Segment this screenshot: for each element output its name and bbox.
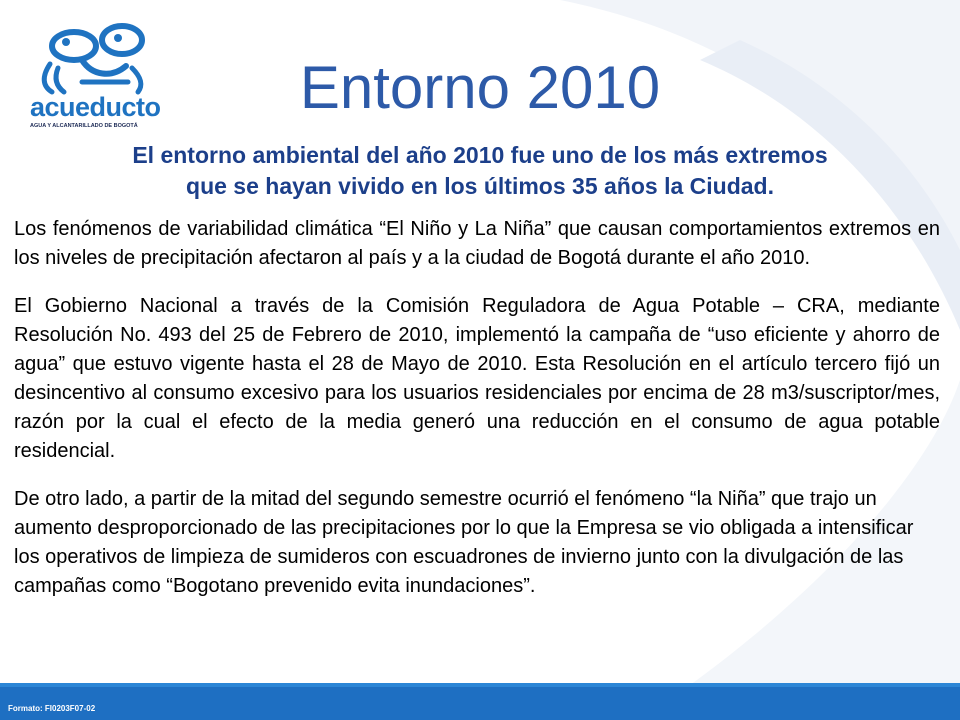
body-text xyxy=(14,215,940,601)
paragraph-government: El Gobierno Nacional a través de la Comisión Reguladora de Agua Potable – CRA, mediante Resolución No. 493 del 25 de Febrero de 2010, implementó la campaña de “uso eficiente y ahorro de agua” que estuvo vigente hasta el 28 de Mayo de 2010. Esta Resolución en el artículo tercero fijó un desincentivo al consumo excesivo para los usuarios residenciales por encima de 28 m3/suscriptor/mes, razón por la cual el efecto de la media generó una reducción en el consumo de agua potable residencial. xyxy=(14,295,940,462)
subtitle-line-2: que se hayan vivido en los últimos 35 años la Ciudad. xyxy=(186,173,774,199)
footer-bar xyxy=(0,683,960,720)
logo-tagline: AGUA Y ALCANTARILLADO DE BOGOTÁ xyxy=(30,123,138,129)
paragraph-la-nina: De otro lado, a partir de la mitad del segundo semestre ocurrió el fenómeno “la Niña” que trajo un aumento desproporcionado de las precipitaciones por lo que la Empresa se vio obligada a intensificar los operativos de limpieza de sumideros con escuadrones de invierno junto con la divulgación de las campañas como “Bogotano prevenido evita inundaciones”. xyxy=(14,488,914,597)
logo-wordmark: acueducto xyxy=(30,92,161,122)
page-title: Entorno 2010 xyxy=(299,54,661,121)
format-code: Formato: FI0203F07-02 xyxy=(8,704,96,713)
paragraph-climate: Los fenómenos de variabilidad climática “El Niño y La Niña” que causan comportamientos extremos en los niveles de precipitación afectaron al país y a la ciudad de Bogotá durante el año 2010. xyxy=(14,218,940,269)
subtitle xyxy=(40,140,920,202)
subtitle-line-1: El entorno ambiental del año 2010 fue uno de los más extremos xyxy=(132,142,828,168)
